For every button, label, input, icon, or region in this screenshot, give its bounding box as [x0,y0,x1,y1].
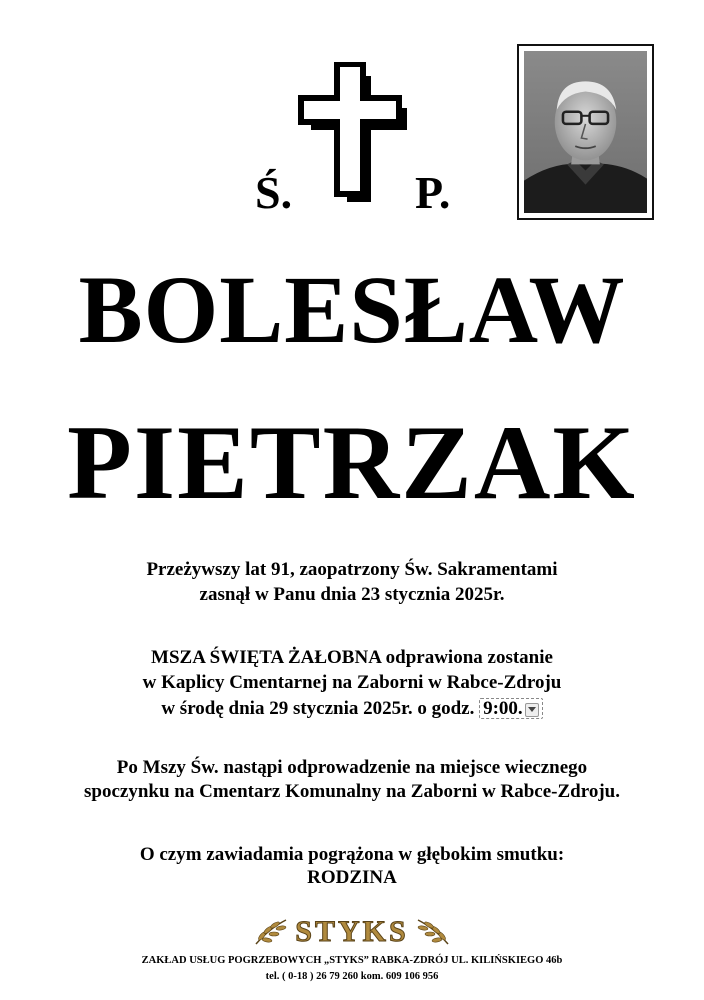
mass-line-1-rest: odprawiona zostanie [380,647,553,668]
mass-line-1 [0,648,704,667]
cross-icon [297,62,409,202]
palm-branch-left-icon [256,920,286,944]
styks-logo [252,910,452,950]
sp-left-letter: Ś. [255,167,293,218]
portrait-image [524,51,647,213]
burial-line-1: Po Mszy Św. nastąpi odprowadzenie na miejsce wiecznego [116,757,588,778]
closing-line-1: O czym zawiadamia pogrążona w głębokim smutku: [139,844,565,865]
mass-time-value: 9:00. [483,698,523,719]
palm-branch-right-icon [418,920,448,944]
footer-phone: tel. ( 0-18 ) 26 79 260 kom. 609 106 956 [265,971,439,982]
mass-time-field[interactable] [479,698,543,719]
announcement-line-2: zasnął w Panu dnia 23 stycznia 2025r. [199,584,505,605]
first-name: BOLESŁAW [78,256,626,363]
sp-right-letter: P. [415,167,451,218]
announcement-line-1: Przeżywszy lat 91, zaopatrzony Św. Sakramentami [146,559,558,580]
logo-text: STYKS [295,915,409,948]
footer-company: ZAKŁAD USŁUG POGRZEBOWYCH „STYKS” RABKA-ZDRÓJ UL. KILIŃSKIEGO 46b [141,955,563,966]
closing-family: RODZINA [307,867,397,888]
mass-line-3 [0,698,704,719]
last-name: PIETRZAK [67,404,637,521]
chevron-down-icon[interactable] [525,703,539,717]
burial-line-2: spoczynku na Cmentarz Komunalny na Zaborni w Rabce-Zdroju. [84,781,620,802]
mass-line-3-prefix: w środę dnia 29 stycznia 2025r. o godz. [161,698,480,719]
portrait-photo [517,44,654,220]
mass-line-2: w Kaplicy Cmentarnej na Zaborni w Rabce-Zdroju [142,672,562,693]
mass-title: MSZA ŚWIĘTA ŻAŁOBNA [151,647,381,668]
